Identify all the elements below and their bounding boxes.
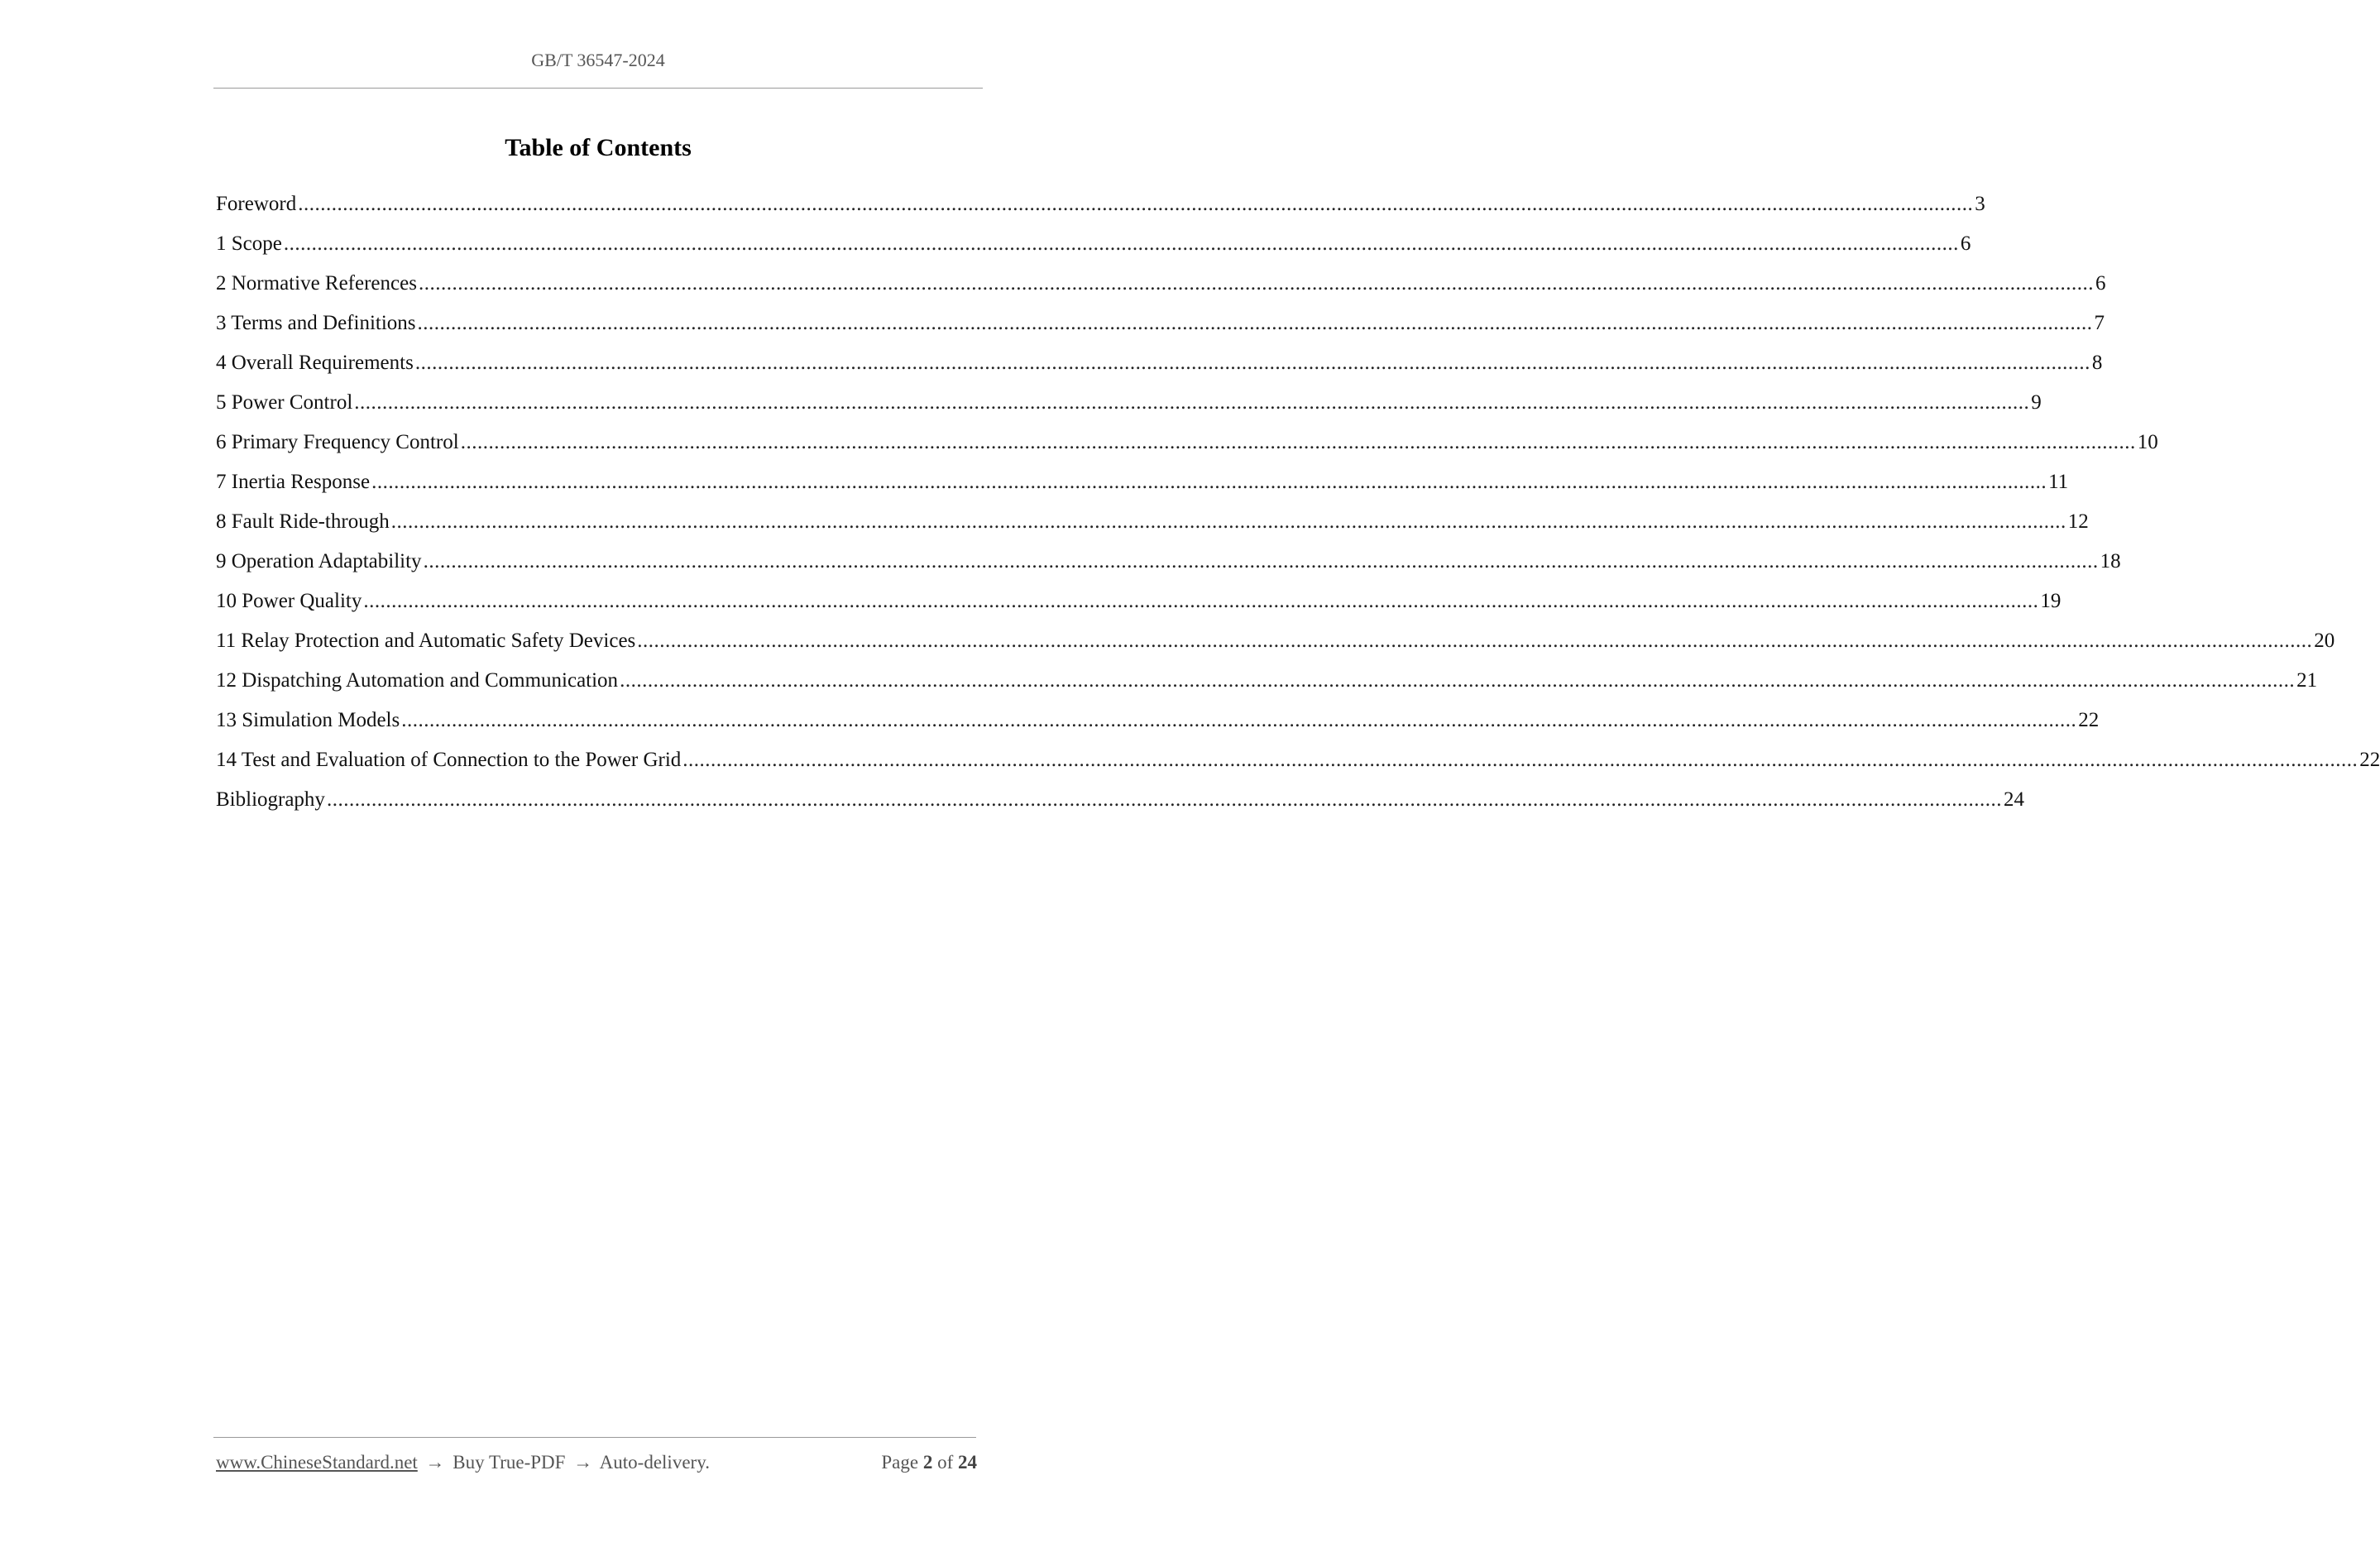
website-link[interactable]: www.ChineseStandard.net (216, 1452, 418, 1473)
toc-entry-page: 11 (2048, 471, 2069, 493)
toc-entry-label: 8 Fault Ride-through (216, 510, 390, 533)
toc-entry-page: 6 (1960, 232, 1971, 255)
document-code-header: GB/T 36547-2024 (531, 50, 665, 70)
toc-entry-page: 9 (2031, 391, 2042, 414)
toc-dot-leader: ............................................................................................................................................................................................................................................................................................................ (423, 550, 2099, 572)
footer-divider (213, 1437, 976, 1438)
page-counter (881, 1452, 977, 1473)
toc-entry-page: 22 (2359, 749, 2380, 771)
toc-entry-label: 13 Simulation Models (216, 709, 400, 731)
toc-entry[interactable] (216, 625, 2335, 665)
toc-entry-page: 19 (2040, 590, 2062, 612)
auto-delivery-text: Auto-delivery. (599, 1452, 710, 1473)
toc-entry-label: 14 Test and Evaluation of Connection to the Power Grid (216, 749, 682, 771)
toc-dot-leader: ............................................................................................................................................................................................................................................................................................................ (390, 510, 2066, 533)
toc-dot-leader: ............................................................................................................................................................................................................................................................................................................ (620, 669, 2296, 692)
toc-entry[interactable] (216, 705, 2100, 745)
toc-entry-page: 12 (2067, 510, 2089, 533)
arrow-right-icon: → (573, 1452, 593, 1473)
toc-entry-label: 6 Primary Frequency Control (216, 431, 459, 453)
toc-dot-leader: ............................................................................................................................................................................................................................................................................................................ (682, 749, 2358, 771)
arrow-right-icon: → (425, 1452, 445, 1473)
toc-entry[interactable] (216, 745, 2380, 784)
toc-entry[interactable] (216, 189, 1985, 228)
of-word: of (937, 1452, 954, 1473)
toc-entry-page: 10 (2137, 431, 2158, 453)
current-page-number: 2 (922, 1452, 933, 1473)
toc-entry[interactable] (216, 228, 1971, 268)
toc-entry[interactable] (216, 387, 2042, 427)
toc-entry-label: 2 Normative References (216, 272, 417, 295)
toc-entry-page: 6 (2095, 272, 2106, 295)
footer-promo (216, 1452, 710, 1473)
toc-dot-leader: ............................................................................................................................................................................................................................................................................................................ (460, 431, 2136, 453)
toc-dot-leader: ............................................................................................................................................................................................................................................................................................................ (354, 391, 2030, 414)
page-footer (216, 1452, 977, 1473)
toc-dot-leader: ............................................................................................................................................................................................................................................................................................................ (371, 471, 2047, 493)
toc-entry[interactable] (216, 665, 2318, 705)
toc-dot-leader: ............................................................................................................................................................................................................................................................................................................ (326, 788, 2002, 811)
toc-entry-label: Bibliography (216, 788, 325, 811)
toc-dot-leader: ............................................................................................................................................................................................................................................................................................................ (283, 232, 1959, 255)
toc-entry-page: 24 (2003, 788, 2024, 811)
toc-entry[interactable] (216, 268, 2106, 308)
toc-entry[interactable] (216, 308, 2105, 347)
toc-entry-label: 4 Overall Requirements (216, 352, 414, 374)
toc-dot-leader: ............................................................................................................................................................................................................................................................................................................ (298, 193, 1974, 215)
toc-entry[interactable] (216, 784, 2024, 824)
toc-entry-label: Foreword (216, 193, 297, 215)
toc-entry-page: 8 (2091, 352, 2103, 374)
toc-entry-page: 3 (1975, 193, 1985, 215)
total-page-count: 24 (958, 1452, 977, 1473)
toc-entry[interactable] (216, 506, 2089, 546)
toc-entry-label: 9 Operation Adaptability (216, 550, 422, 572)
toc-entry-label: 3 Terms and Definitions (216, 312, 416, 334)
toc-dot-leader: ............................................................................................................................................................................................................................................................................................................ (401, 709, 2077, 731)
toc-entry-page: 22 (2078, 709, 2100, 731)
toc-dot-leader: ............................................................................................................................................................................................................................................................................................................ (418, 272, 2094, 295)
toc-entry-label: 12 Dispatching Automation and Communication (216, 669, 619, 692)
toc-entry-label: 5 Power Control (216, 391, 353, 414)
toc-entry[interactable] (216, 586, 2062, 625)
toc-entry[interactable] (216, 347, 2103, 387)
toc-entry[interactable] (216, 427, 2158, 467)
page-word: Page (881, 1452, 919, 1473)
header-divider (213, 88, 983, 89)
toc-dot-leader: ............................................................................................................................................................................................................................................................................................................ (637, 630, 2313, 652)
toc-entry-page: 7 (2094, 312, 2105, 334)
buy-pdf-text: Buy True-PDF (453, 1452, 566, 1473)
toc-dot-leader: ............................................................................................................................................................................................................................................................................................................ (363, 590, 2039, 612)
toc-entry[interactable] (216, 546, 2121, 586)
toc-entry-label: 7 Inertia Response (216, 471, 371, 493)
toc-entry-page: 18 (2100, 550, 2121, 572)
toc-entry-label: 1 Scope (216, 232, 282, 255)
toc-entry-label: 10 Power Quality (216, 590, 362, 612)
toc-dot-leader: ............................................................................................................................................................................................................................................................................................................ (414, 352, 2090, 374)
toc-heading: Table of Contents (505, 134, 692, 161)
toc-entry[interactable] (216, 467, 2069, 506)
toc-entry-page: 21 (2296, 669, 2318, 692)
toc-entry-page: 20 (2314, 630, 2335, 652)
toc-entry-label: 11 Relay Protection and Automatic Safety Devices (216, 630, 636, 652)
toc-list (216, 189, 2380, 824)
toc-dot-leader: ............................................................................................................................................................................................................................................................................................................ (417, 312, 2093, 334)
